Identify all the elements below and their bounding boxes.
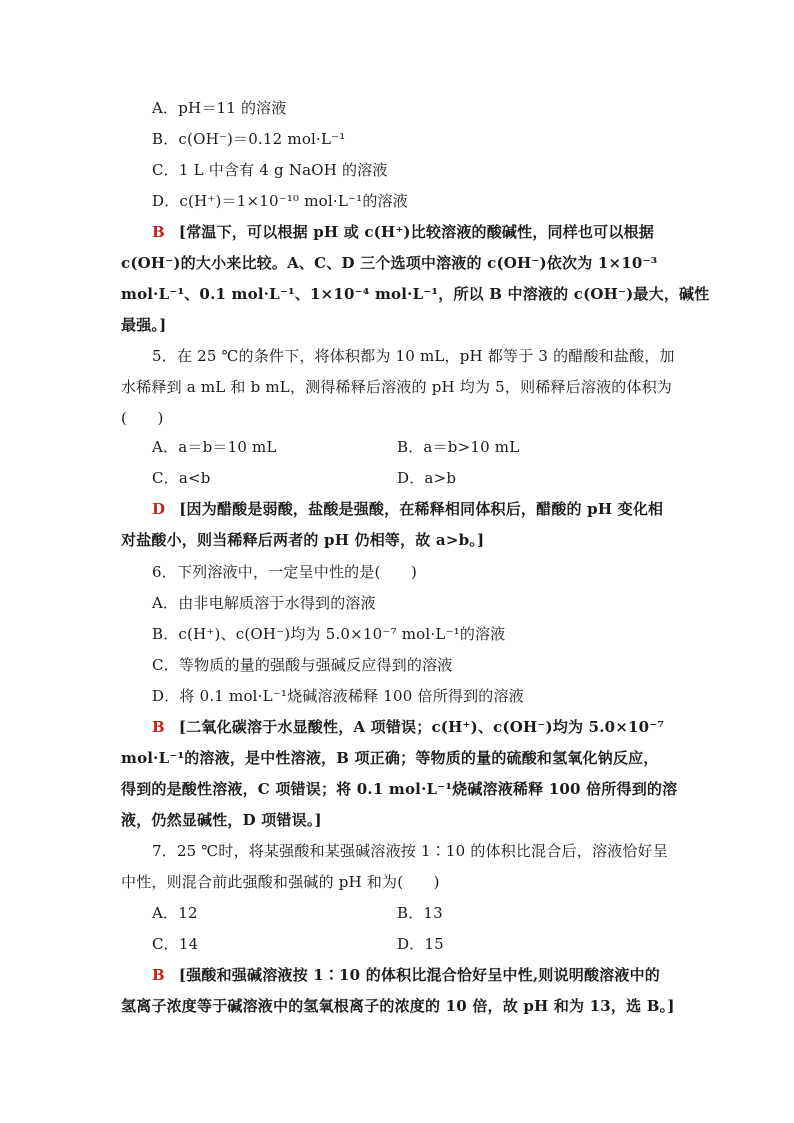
q5-answer: D: [152, 500, 166, 518]
q5-stem-line-1: 5．在 25 ℃的条件下，将体积都为 10 mL，pH 都等于 3 的醋酸和盐酸，加: [152, 347, 675, 365]
q7-option-b: B．13: [397, 904, 443, 922]
q6-option-b: B．c(H⁺)、c(OH⁻)均为 5.0×10⁻⁷ mol·L⁻¹的溶液: [152, 625, 506, 643]
q5-option-a: A．a＝b＝10 mL: [152, 438, 277, 456]
q5-stem-line-3: ( ): [121, 409, 164, 427]
q4-explanation-text-1: [常温下，可以根据 pH 或 c(H⁺)比较溶液的酸碱性，同样也可以根据: [178, 223, 654, 241]
q4-option-c: C．1 L 中含有 4 g NaOH 的溶液: [152, 161, 388, 179]
q6-explanation-line-3: 得到的是酸性溶液，C 项错误；将 0.1 mol·L⁻¹烧碱溶液稀释 100 倍所得到的溶: [121, 780, 678, 798]
q6-option-c: C．等物质的量的强酸与强碱反应得到的溶液: [152, 656, 453, 674]
q6-explanation-line-1: [152, 717, 664, 737]
q7-answer: B: [152, 966, 165, 984]
q7-option-c: C．14: [152, 935, 199, 953]
q5-option-d: D．a>b: [397, 469, 457, 487]
q6-option-a: A．由非电解质溶于水得到的溶液: [152, 594, 376, 612]
q7-option-d: D．15: [397, 935, 444, 953]
q5-option-b: B．a＝b>10 mL: [397, 438, 520, 456]
q7-option-a: A．12: [152, 904, 198, 922]
q5-explanation-text-1: [因为醋酸是弱酸，盐酸是强酸，在稀释相同体积后，醋酸的 pH 变化相: [179, 500, 664, 518]
q4-option-a: A．pH＝11 的溶液: [152, 99, 287, 117]
q4-explanation-line-3: mol·L⁻¹、0.1 mol·L⁻¹、1×10⁻⁴ mol·L⁻¹，所以 B 中溶液的 c(OH⁻)最大，碱性: [121, 285, 710, 303]
q4-option-b: B．c(OH⁻)＝0.12 mol·L⁻¹: [152, 130, 346, 148]
q4-explanation-line-1: [152, 222, 654, 242]
q4-explanation-line-4: 最强。]: [121, 316, 167, 334]
q7-stem-line-2: 中性，则混合前此强酸和强碱的 pH 和为( ): [121, 873, 440, 891]
q5-option-c: C．a<b: [152, 469, 211, 487]
q4-explanation-line-2: c(OH⁻)的大小来比较。A、C、D 三个选项中溶液的 c(OH⁻)依次为 1×10⁻³: [121, 254, 658, 272]
q7-explanation-text-1: [强酸和强碱溶液按 1∶10 的体积比混合恰好呈中性,则说明酸溶液中的: [178, 966, 660, 984]
q7-explanation-line-1: [152, 965, 660, 985]
q7-stem-line-1: 7．25 ℃时，将某强酸和某强碱溶液按 1∶10 的体积比混合后，溶液恰好呈: [152, 842, 668, 860]
q6-explanation-line-4: 液，仍然显碱性，D 项错误。]: [121, 811, 322, 829]
q6-explanation-text-1: [二氧化碳溶于水显酸性，A 项错误；c(H⁺)、c(OH⁻)均为 5.0×10⁻⁷: [178, 718, 665, 736]
q6-explanation-line-2: mol·L⁻¹的溶液，是中性溶液，B 项正确；等物质的量的硫酸和氢氧化钠反应，: [121, 749, 659, 767]
q6-option-d: D．将 0.1 mol·L⁻¹烧碱溶液稀释 100 倍所得到的溶液: [152, 687, 524, 705]
q6-stem-line-1: 6．下列溶液中，一定呈中性的是( ): [152, 563, 418, 581]
q5-explanation-line-1: [152, 499, 663, 519]
q4-answer: B: [152, 223, 165, 241]
q5-stem-line-2: 水稀释到 a mL 和 b mL，测得稀释后溶液的 pH 均为 5，则稀释后溶液的体积为: [121, 378, 673, 396]
q6-answer: B: [152, 718, 165, 736]
q5-explanation-line-2: 对盐酸小，则当稀释后两者的 pH 仍相等，故 a>b。]: [121, 531, 485, 549]
q4-option-d: D．c(H⁺)＝1×10⁻¹⁰ mol·L⁻¹的溶液: [152, 192, 408, 210]
q7-explanation-line-2: 氢离子浓度等于碱溶液中的氢氧根离子的浓度的 10 倍，故 pH 和为 13，选 B。]: [121, 997, 675, 1015]
